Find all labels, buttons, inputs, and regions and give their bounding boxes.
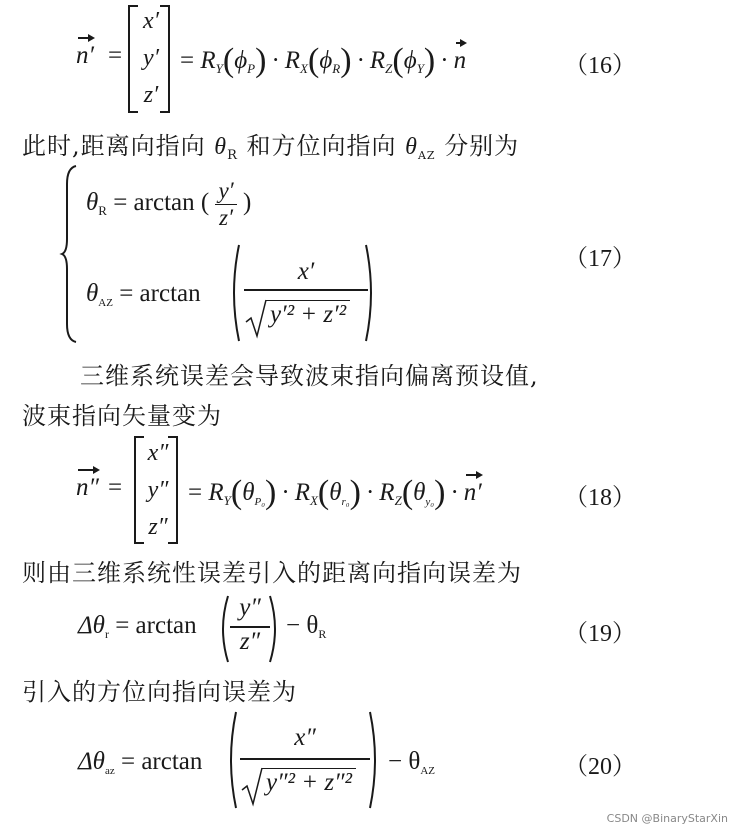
eq19-denominator: z″ bbox=[239, 628, 261, 655]
eq19-numerator: y″ bbox=[239, 594, 261, 621]
eq18-number: （18） bbox=[564, 485, 636, 511]
eq16-vector-y: y′ bbox=[143, 45, 159, 71]
eq17-numerator: x′ bbox=[297, 258, 315, 285]
eq17-denominator: y′² + z′² bbox=[266, 300, 350, 329]
eq19-paren-right bbox=[268, 594, 282, 664]
eq20-paren-left bbox=[224, 710, 238, 810]
eq18-vector-x: x″ bbox=[147, 440, 169, 466]
eq19-tail: − $\theta_R$ bbox=[286, 612, 327, 641]
eq20-numerator: x″ bbox=[294, 724, 316, 751]
eq16-number: （16） bbox=[564, 53, 636, 79]
eq19-paren-left bbox=[216, 594, 230, 664]
eq16-vector-x: x′ bbox=[143, 8, 159, 34]
eq18-vector-z: z″ bbox=[148, 514, 168, 540]
para2-line1: 三维系统误差会导致波束指向偏离预设值, bbox=[80, 362, 539, 390]
eq18-lhs-vector: n″ bbox=[76, 474, 99, 501]
eq18-equals: = bbox=[108, 474, 123, 501]
eq20-tail: − $\theta_{AZ}$ bbox=[388, 748, 435, 777]
eq16-rhs: = $R_Y(\phi_P) \cdot R_X(\phi_R) \cdot R_Z(\phi_Y) \cdot n$ bbox=[180, 42, 467, 79]
para3: 则由三维系统性误差引入的距离向指向误差为 bbox=[22, 559, 522, 587]
watermark: CSDN @BinaryStarXin bbox=[606, 812, 728, 825]
eq20-lhs: $\Delta\theta_{az} = \arctan$ bbox=[78, 748, 203, 777]
para4: 引入的方位向指向误差为 bbox=[22, 678, 297, 706]
eq16-equals: = bbox=[108, 42, 123, 69]
eq17-line2-lhs: $\theta_{AZ} = \arctan$ bbox=[86, 280, 201, 309]
eq16-vector-z: z′ bbox=[143, 82, 159, 108]
eq17-sqrt-sign bbox=[246, 298, 268, 338]
eq17-brace bbox=[62, 164, 82, 344]
text-line-1: 此时,距离向指向 $\theta_R$ 和方位向指向 $\theta_{AZ}$ 分别为 bbox=[22, 132, 520, 163]
eq17-line1: $\theta_R = \arctan$ ( $\frac{y'}{z'}$ ) bbox=[86, 178, 252, 230]
eq18-vector-y: y″ bbox=[147, 477, 169, 503]
eq20-paren-right bbox=[368, 710, 382, 810]
eq18-rhs: = $R_Y(\theta_{P_0}) \cdot R_X(\theta_{r_0}) \cdot R_Z(\theta_{y_0}) \cdot n'$ bbox=[188, 474, 482, 511]
eq19-number: （19） bbox=[564, 621, 636, 647]
eq20-denominator: y″² + z″² bbox=[262, 768, 356, 797]
eq20-sqrt-sign bbox=[242, 766, 264, 806]
eq16-lhs-vector: n′ bbox=[76, 42, 94, 69]
eq17-paren-right bbox=[364, 243, 378, 343]
eq20-fraction-line bbox=[240, 758, 370, 760]
eq20-number: （20） bbox=[564, 754, 636, 780]
eq18-lhs bbox=[76, 474, 99, 502]
eq16-lhs bbox=[76, 42, 94, 70]
eq17-fraction-line bbox=[244, 289, 368, 291]
eq19-lhs: $\Delta\theta_r = \arctan$ bbox=[78, 612, 197, 641]
para2-line2: 波束指向矢量变为 bbox=[22, 402, 222, 430]
eq17-paren-left bbox=[227, 243, 241, 343]
eq17-number: （17） bbox=[564, 246, 636, 272]
